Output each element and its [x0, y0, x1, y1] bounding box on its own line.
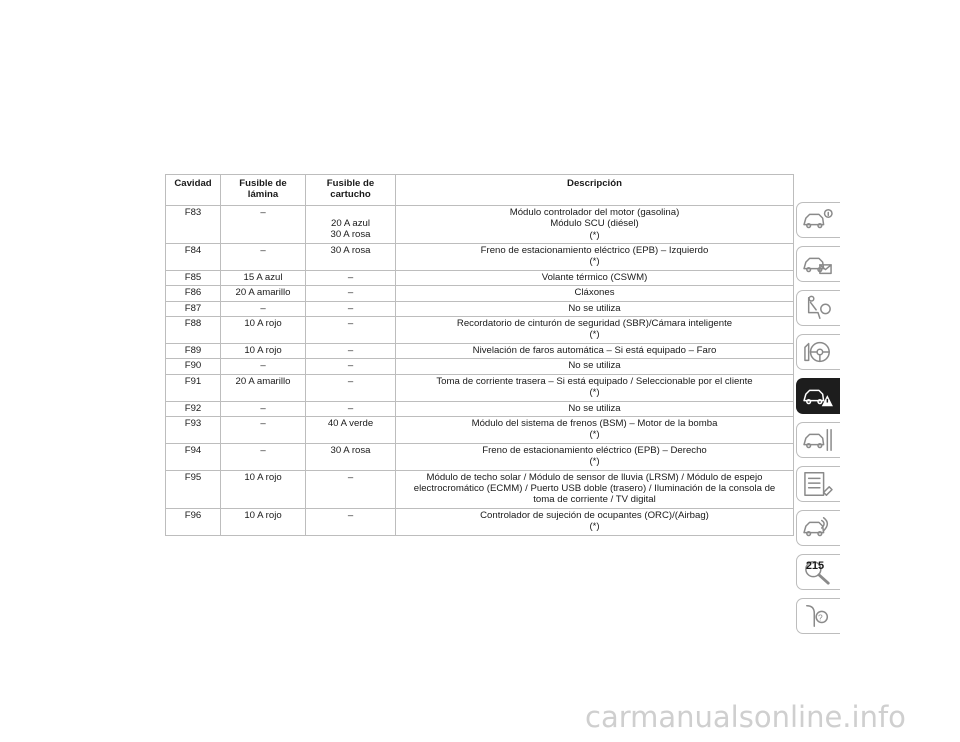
blade-fuse-cell: – — [221, 443, 306, 470]
language-icon — [801, 602, 835, 630]
car-info-icon — [801, 206, 835, 234]
cartridge-fuse-cell: 40 A verde — [306, 416, 396, 443]
blade-fuse-cell: – — [221, 416, 306, 443]
description-cell: Módulo controlador del motor (gasolina) Módulo SCU (diésel) (*) — [396, 205, 794, 243]
car-emergency-icon — [801, 382, 835, 410]
cavity-cell: F83 — [166, 205, 221, 243]
table-row — [166, 401, 794, 416]
chapter-tab-car-emergency[interactable] — [796, 378, 840, 414]
cavity-cell: F94 — [166, 443, 221, 470]
cavity-cell: F96 — [166, 508, 221, 535]
table-row — [166, 301, 794, 316]
description-cell: Módulo de techo solar / Módulo de sensor de lluvia (LRSM) / Módulo de espejo electrocromático (ECMM) / Puerto USB doble (trasero) / Iluminación de la consola de toma de corriente / TV digital — [396, 470, 794, 508]
header-cavity: Cavidad — [166, 175, 221, 206]
cavity-cell: F84 — [166, 244, 221, 271]
description-cell: Toma de corriente trasera – Si está equipado / Seleccionable por el cliente (*) — [396, 374, 794, 401]
description-cell: No se utiliza — [396, 301, 794, 316]
cartridge-fuse-cell: 30 A rosa — [306, 244, 396, 271]
car-service-icon — [801, 426, 835, 454]
cartridge-fuse-cell: – — [306, 508, 396, 535]
blade-fuse-cell: – — [221, 244, 306, 271]
cavity-cell: F87 — [166, 301, 221, 316]
cartridge-fuse-cell: – — [306, 317, 396, 344]
svg-text:?: ? — [818, 612, 823, 623]
description-cell: Volante térmico (CSWM) — [396, 270, 794, 285]
blade-fuse-cell: 10 A rojo — [221, 508, 306, 535]
table-row — [166, 359, 794, 374]
description-cell: No se utiliza — [396, 401, 794, 416]
cartridge-fuse-cell: 30 A rosa — [306, 443, 396, 470]
blade-fuse-cell: – — [221, 401, 306, 416]
cartridge-fuse-cell: – — [306, 401, 396, 416]
blade-fuse-cell: 10 A rojo — [221, 317, 306, 344]
description-cell: Módulo del sistema de frenos (BSM) – Motor de la bomba (*) — [396, 416, 794, 443]
chapter-tab-steering-wheel[interactable] — [796, 334, 840, 370]
cartridge-fuse-cell: – — [306, 286, 396, 301]
cavity-cell: F95 — [166, 470, 221, 508]
cavity-cell: F93 — [166, 416, 221, 443]
chapter-tabs — [796, 202, 844, 642]
cartridge-fuse-cell: – — [306, 374, 396, 401]
table-row — [166, 416, 794, 443]
chapter-tab-car-service[interactable] — [796, 422, 840, 458]
table-row — [166, 470, 794, 508]
watermark: carmanualsonline.info — [585, 700, 906, 734]
cartridge-fuse-cell: – — [306, 359, 396, 374]
cartridge-fuse-cell: – — [306, 270, 396, 285]
fuse-table — [165, 174, 794, 536]
cavity-cell: F88 — [166, 317, 221, 344]
car-multimedia-icon — [801, 514, 835, 542]
page-number: 215 — [805, 560, 825, 572]
table-row — [166, 244, 794, 271]
chapter-tab-car-message[interactable] — [796, 246, 840, 282]
cavity-cell: F92 — [166, 401, 221, 416]
table-row — [166, 270, 794, 285]
blade-fuse-cell: – — [221, 301, 306, 316]
table-row — [166, 374, 794, 401]
seat-safety-icon — [801, 294, 835, 322]
chapter-tab-car-info[interactable] — [796, 202, 840, 238]
table-header-row — [166, 175, 794, 206]
blade-fuse-cell: 15 A azul — [221, 270, 306, 285]
blade-fuse-cell: – — [221, 205, 306, 243]
cavity-cell: F85 — [166, 270, 221, 285]
table-row — [166, 508, 794, 535]
description-cell: No se utiliza — [396, 359, 794, 374]
cartridge-fuse-cell: – — [306, 301, 396, 316]
chapter-tab-car-multimedia[interactable] — [796, 510, 840, 546]
description-cell: Cláxones — [396, 286, 794, 301]
description-cell: Recordatorio de cinturón de seguridad (SBR)/Cámara inteligente (*) — [396, 317, 794, 344]
description-cell: Freno de estacionamiento eléctrico (EPB) – Derecho (*) — [396, 443, 794, 470]
cartridge-fuse-cell: – — [306, 470, 396, 508]
chapter-tab-seat-safety[interactable] — [796, 290, 840, 326]
table-row — [166, 205, 794, 243]
table-row — [166, 286, 794, 301]
blade-fuse-cell: 20 A amarillo — [221, 286, 306, 301]
description-cell: Freno de estacionamiento eléctrico (EPB) – Izquierdo (*) — [396, 244, 794, 271]
table-row — [166, 343, 794, 358]
chapter-tab-checklist[interactable] — [796, 466, 840, 502]
cartridge-fuse-cell: – — [306, 343, 396, 358]
chapter-tab-language[interactable] — [796, 598, 840, 634]
checklist-icon — [801, 470, 835, 498]
cartridge-fuse-cell: 20 A azul 30 A rosa — [306, 205, 396, 243]
blade-fuse-cell: 10 A rojo — [221, 343, 306, 358]
blade-fuse-cell: 10 A rojo — [221, 470, 306, 508]
description-cell: Nivelación de faros automática – Si está equipado – Faro — [396, 343, 794, 358]
car-message-icon — [801, 250, 835, 278]
header-cartridge-fuse: Fusible de cartucho — [306, 175, 396, 206]
header-blade-fuse: Fusible de lámina — [221, 175, 306, 206]
steering-wheel-icon — [801, 338, 835, 366]
cavity-cell: F90 — [166, 359, 221, 374]
cavity-cell: F91 — [166, 374, 221, 401]
table-row — [166, 317, 794, 344]
table-row — [166, 443, 794, 470]
description-cell: Controlador de sujeción de ocupantes (ORC)/(Airbag) (*) — [396, 508, 794, 535]
header-description: Descripción — [396, 175, 794, 206]
cavity-cell: F89 — [166, 343, 221, 358]
blade-fuse-cell: – — [221, 359, 306, 374]
blade-fuse-cell: 20 A amarillo — [221, 374, 306, 401]
cavity-cell: F86 — [166, 286, 221, 301]
